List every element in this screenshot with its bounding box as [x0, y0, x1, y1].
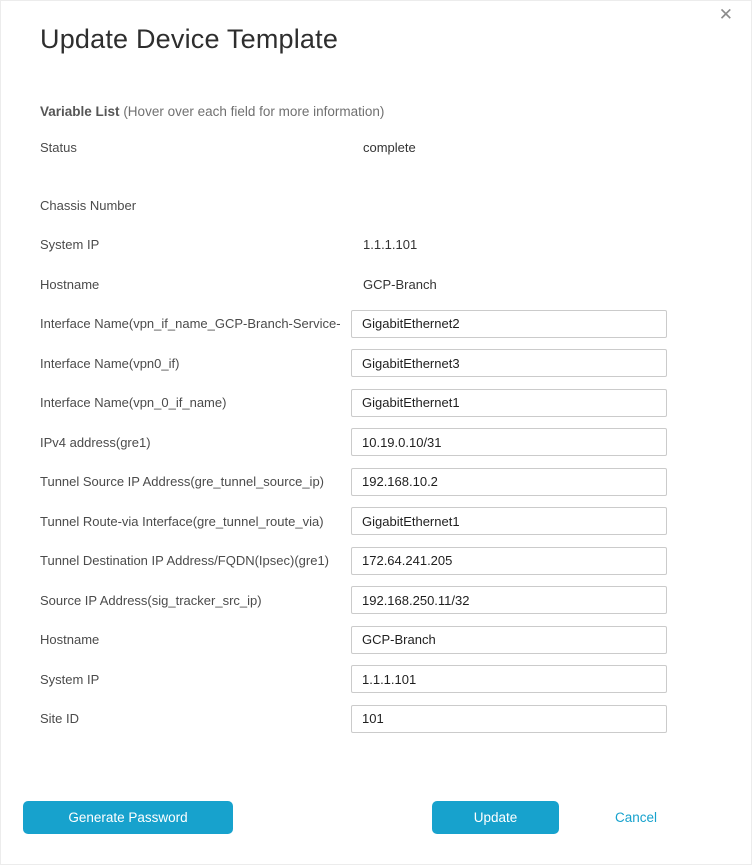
cancel-button[interactable]: Cancel	[615, 801, 657, 834]
site-id-label: Site ID	[40, 711, 80, 727]
hostname-label: Hostname	[40, 276, 100, 292]
field-row-chassis-number	[40, 186, 667, 226]
field-row-ipv4-address-gre1	[40, 423, 667, 463]
interface-name-vpn0-if-label: Interface Name(vpn0_if)	[40, 355, 180, 371]
tunnel-destination-ip-input[interactable]	[351, 547, 667, 575]
source-ip-label: Source IP Address(sig_tracker_src_ip)	[40, 592, 262, 608]
hostname-value: GCP-Branch	[363, 276, 437, 292]
variable-list-label: Variable List	[40, 104, 120, 119]
page-title: Update Device Template	[40, 24, 339, 54]
update-button[interactable]: Update	[432, 801, 559, 834]
interface-name-service-vpn-input[interactable]	[351, 310, 667, 338]
system-ip-value: 1.1.1.101	[363, 237, 418, 253]
tunnel-source-ip-label: Tunnel Source IP Address(gre_tunnel_source_ip)	[40, 474, 325, 490]
tunnel-route-via-input[interactable]	[351, 507, 667, 535]
field-row-source-ip	[40, 581, 667, 621]
field-row-interface-name-service-vpn	[40, 304, 667, 344]
interface-name-vpn-0-if-name-label: Interface Name(vpn_0_if_name)	[40, 395, 227, 411]
tunnel-destination-ip-label: Tunnel Destination IP Address/FQDN(Ipsec)(gre1)	[40, 553, 330, 569]
system-ip-2-label: System IP	[40, 671, 100, 687]
hostname-2-input[interactable]	[351, 626, 667, 654]
source-ip-input[interactable]	[351, 586, 667, 614]
field-row-interface-name-vpn0-if	[40, 344, 667, 384]
field-row-tunnel-route-via	[40, 502, 667, 542]
tunnel-route-via-label: Tunnel Route-via Interface(gre_tunnel_route_via)	[40, 513, 324, 529]
variable-list-heading	[40, 104, 712, 120]
variable-list	[40, 128, 667, 739]
field-row-system-ip-2	[40, 660, 667, 700]
field-row-hostname	[40, 265, 667, 305]
system-ip-label: System IP	[40, 237, 100, 253]
hostname-2-label: Hostname	[40, 632, 100, 648]
field-row-tunnel-source-ip	[40, 462, 667, 502]
tunnel-source-ip-input[interactable]	[351, 468, 667, 496]
status-value: complete	[363, 140, 416, 156]
field-row-tunnel-destination-ip	[40, 541, 667, 581]
interface-name-vpn-0-if-name-input[interactable]	[351, 389, 667, 417]
site-id-input[interactable]	[351, 705, 667, 733]
chassis-number-label: Chassis Number	[40, 197, 137, 213]
close-icon[interactable]: ✕	[718, 5, 733, 24]
status-label: Status	[40, 140, 77, 156]
interface-name-service-vpn-label: Interface Name(vpn_if_name_GCP-Branch-Service-	[40, 316, 341, 332]
ipv4-address-gre1-label: IPv4 address(gre1)	[40, 434, 151, 450]
ipv4-address-gre1-input[interactable]	[351, 428, 667, 456]
field-row-interface-name-vpn-0-if-name	[40, 383, 667, 423]
field-row-status	[40, 128, 667, 168]
field-row-hostname-2	[40, 620, 667, 660]
system-ip-2-input[interactable]	[351, 665, 667, 693]
field-row-site-id	[40, 699, 667, 739]
row-spacer	[40, 168, 667, 186]
generate-password-button[interactable]: Generate Password	[23, 801, 233, 834]
interface-name-vpn0-if-input[interactable]	[351, 349, 667, 377]
field-row-system-ip	[40, 225, 667, 265]
variable-list-hint: (Hover over each field for more information)	[123, 104, 385, 119]
